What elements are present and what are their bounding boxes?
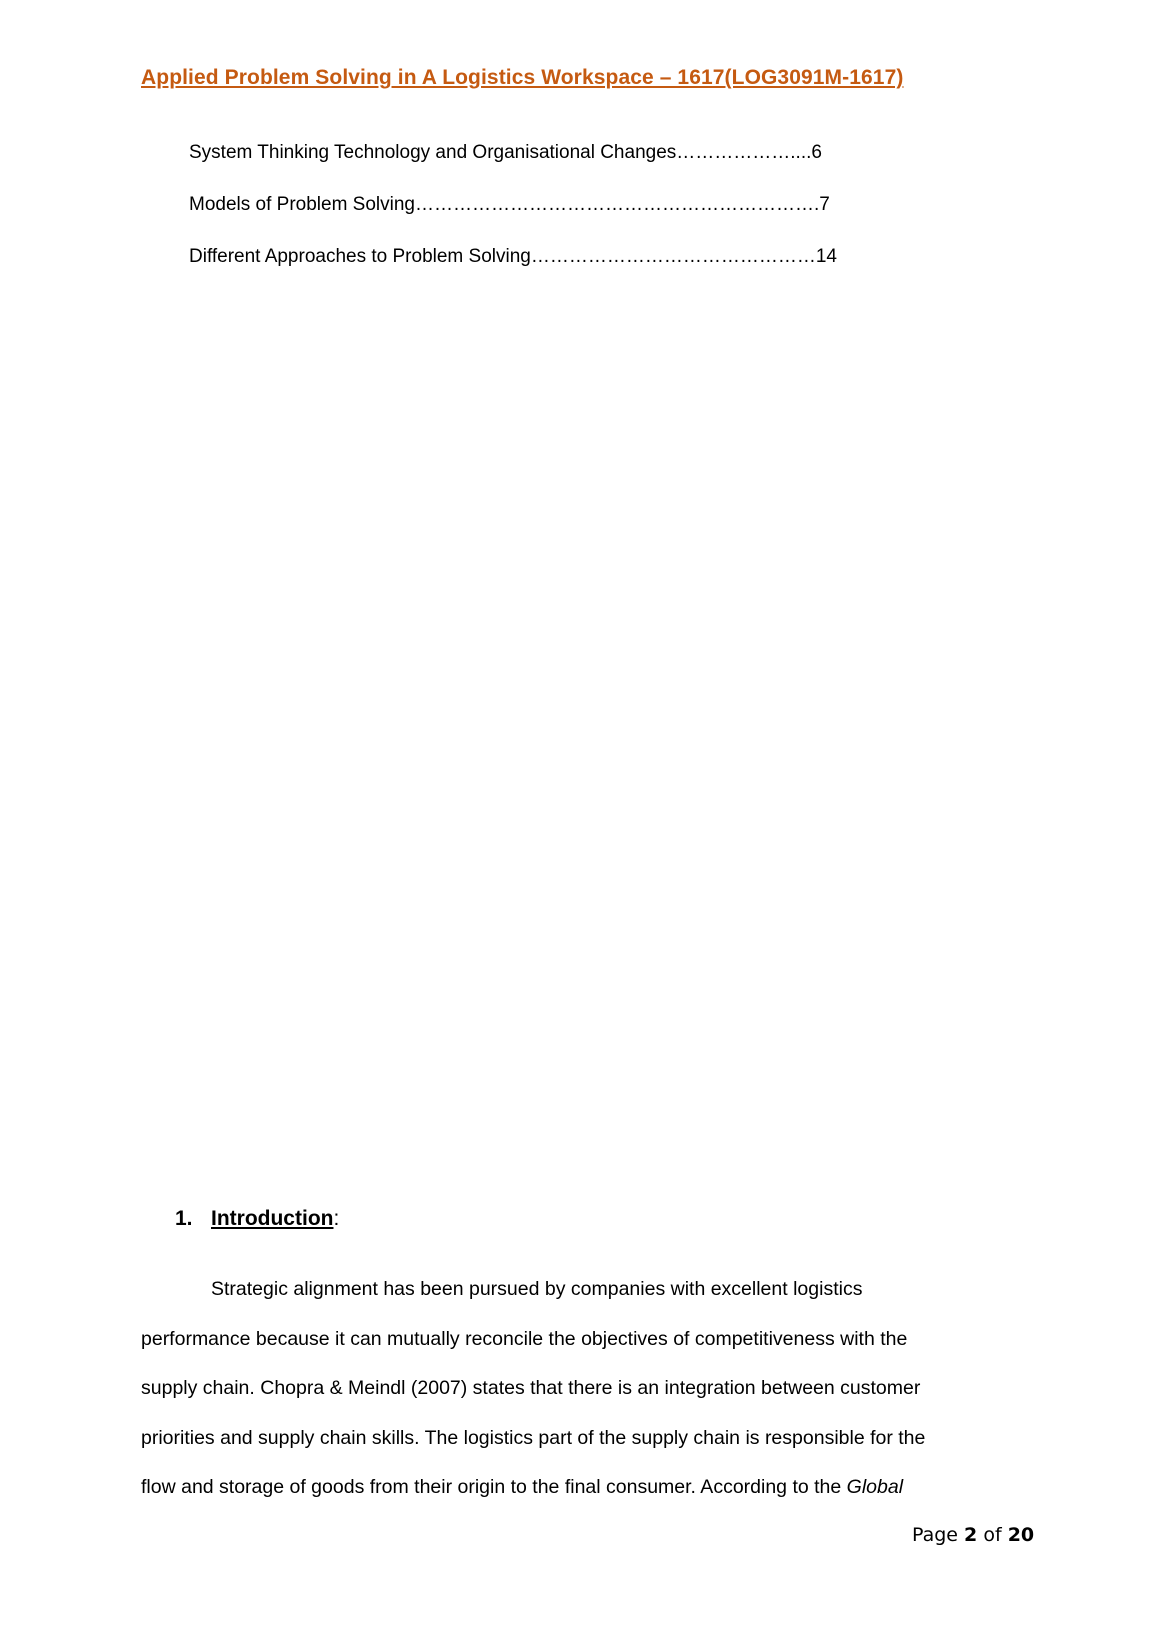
page-number-footer	[912, 1524, 1034, 1546]
page-total: 20	[1007, 1524, 1035, 1546]
toc-entry-models-of-problem-solving[interactable]: Models of Problem Solving……………………………………………………….7	[189, 194, 830, 215]
toc-entry-system-thinking[interactable]: System Thinking Technology and Organisational Changes………………....6	[189, 142, 822, 163]
paragraph-italic-term: Global	[846, 1476, 904, 1498]
paragraph-line-text: flow and storage of goods from their origin to the final consumer. According to the	[141, 1476, 847, 1498]
section-title-colon: :	[333, 1207, 340, 1230]
page-of-label: of	[977, 1524, 1008, 1546]
paragraph-line-last	[141, 1474, 1021, 1524]
table-of-contents	[189, 140, 837, 296]
page-label: Page	[912, 1524, 965, 1546]
introduction-paragraph	[141, 1276, 1021, 1524]
section-number: 1.	[175, 1207, 193, 1230]
section-heading-introduction	[175, 1207, 339, 1231]
section-title: Introduction	[211, 1207, 334, 1230]
paragraph-line: priorities and supply chain skills. The logistics part of the supply chain is responsible for the	[141, 1426, 926, 1449]
page-current: 2	[964, 1524, 978, 1546]
toc-entry-different-approaches[interactable]: Different Approaches to Problem Solving………………………………………14	[189, 246, 837, 267]
paragraph-line: performance because it can mutually reconcile the objectives of competitiveness with the	[141, 1327, 908, 1350]
paragraph-line: supply chain. Chopra & Meindl (2007) states that there is an integration between customer	[141, 1377, 921, 1399]
paragraph-line: Strategic alignment has been pursued by companies with excellent logistics	[211, 1278, 863, 1300]
document-header-title: Applied Problem Solving in A Logistics Workspace – 1617(LOG3091M-1617)	[141, 66, 904, 89]
